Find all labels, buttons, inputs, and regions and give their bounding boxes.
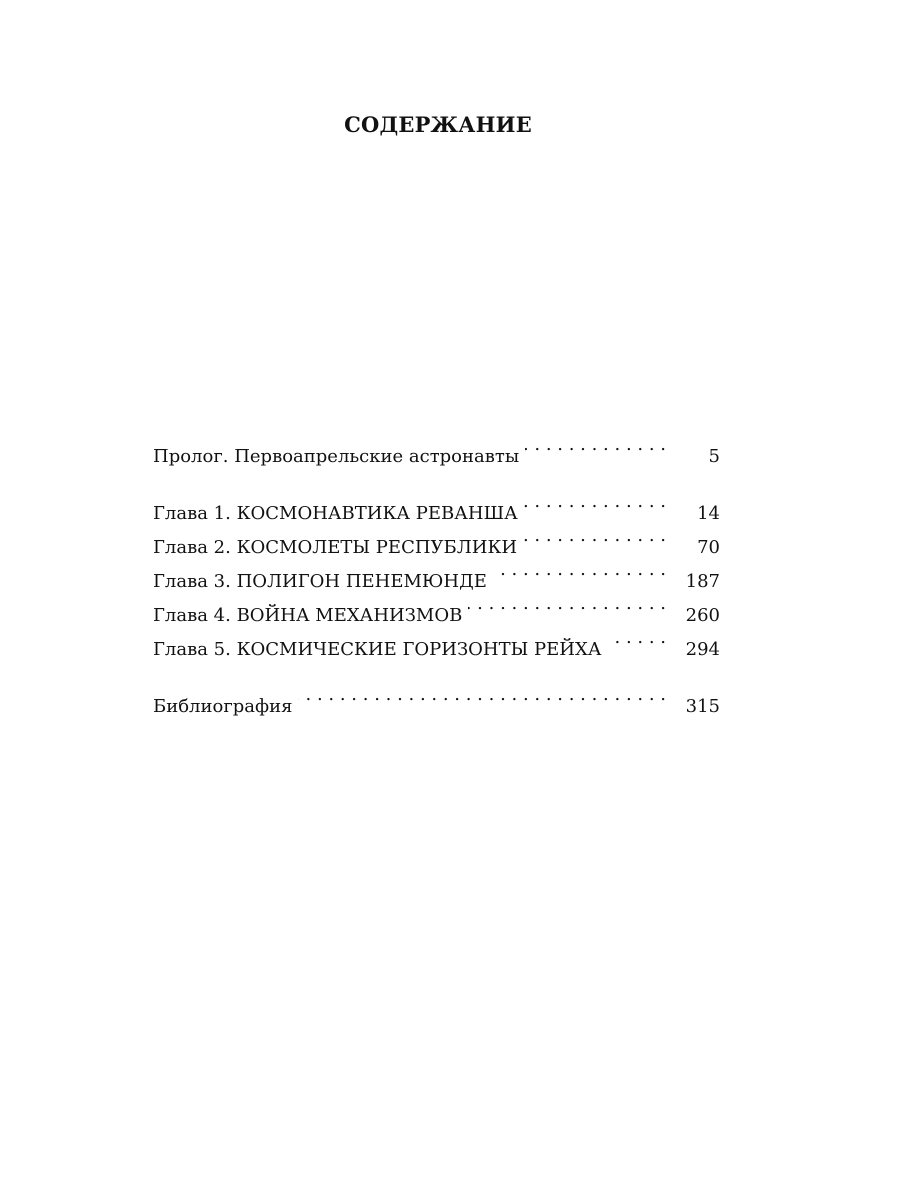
- toc-entry-page-number: 14: [697, 503, 720, 524]
- toc-entry-title: Глава 1. КОСМОНАВТИКА РЕВАНША: [153, 503, 518, 524]
- toc-entry-title: Глава 4. ВОЙНА МЕХАНИЗМОВ: [153, 605, 463, 626]
- dot-leader: [523, 519, 666, 553]
- dot-leader: [525, 428, 666, 462]
- toc-entry-page-number: 70: [697, 537, 720, 558]
- toc-entry-title: Библиография: [153, 696, 293, 717]
- toc-entry-bibliography[interactable]: [153, 678, 720, 717]
- dot-leader: [524, 485, 666, 519]
- dot-leader: [468, 587, 666, 621]
- toc-entry-page-number: 5: [708, 446, 720, 467]
- toc-entry-title: Глава 5. КОСМИЧЕСКИЕ ГОРИЗОНТЫ РЕЙХА: [153, 639, 602, 660]
- toc-entry-chapter-1[interactable]: [153, 485, 720, 524]
- page-title: СОДЕРЖАНИЕ: [344, 112, 532, 137]
- dot-leader: [298, 678, 666, 712]
- toc-entry-title: Глава 2. КОСМОЛЕТЫ РЕСПУБЛИКИ: [153, 537, 518, 558]
- table-of-contents: [153, 428, 720, 717]
- toc-entry-page-number: 260: [685, 605, 720, 626]
- dot-leader: [607, 621, 666, 655]
- toc-entry-title: Глава 3. ПОЛИГОН ПЕНЕМЮНДЕ: [153, 571, 487, 592]
- toc-entry-prologue[interactable]: [153, 428, 720, 467]
- toc-entry-page-number: 294: [685, 639, 720, 660]
- toc-entry-page-number: 315: [685, 696, 720, 717]
- dot-leader: [493, 553, 666, 587]
- toc-entry-title: Пролог. Первоапрельские астронавты: [153, 446, 520, 467]
- toc-entry-page-number: 187: [685, 571, 720, 592]
